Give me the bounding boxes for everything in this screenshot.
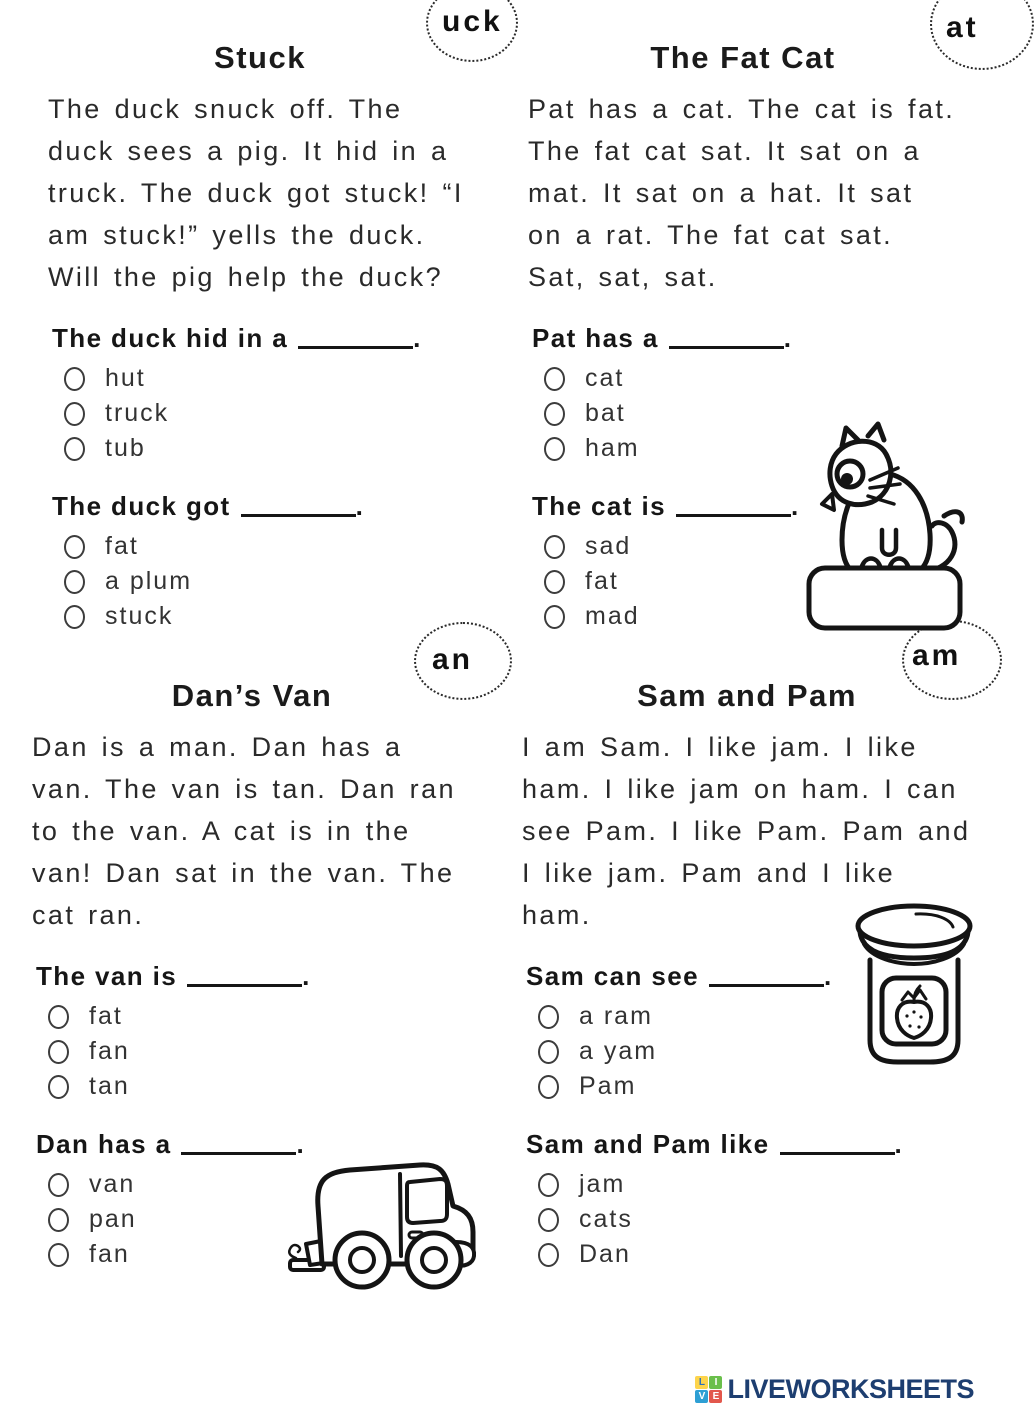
question-block xyxy=(32,961,472,1104)
blank-period: . xyxy=(355,491,365,521)
answer-option[interactable] xyxy=(52,396,472,431)
passage-title: The Fat Cat xyxy=(650,40,836,75)
answer-option[interactable] xyxy=(52,564,472,599)
radio-circle-icon[interactable] xyxy=(48,1075,69,1099)
question-stem xyxy=(52,323,472,354)
passage-text: Pat has a cat. The cat is fat. The fat cat sat. It sat on a mat. It sat on a hat. It sat on a rat. The fat cat sat. Sat, sat, sat. xyxy=(528,94,956,292)
option-label: fan xyxy=(89,1240,130,1268)
question-stem xyxy=(36,961,472,992)
radio-circle-icon[interactable] xyxy=(544,570,565,594)
blank-period: . xyxy=(302,961,311,991)
answer-blank xyxy=(676,514,791,517)
radio-circle-icon[interactable] xyxy=(538,1075,559,1099)
option-label: Pam xyxy=(579,1072,637,1100)
panel-stuck xyxy=(48,40,472,634)
answer-option[interactable] xyxy=(526,1167,972,1202)
radio-circle-icon[interactable] xyxy=(48,1243,69,1267)
stamp-text: am xyxy=(912,639,962,672)
passage-text: Dan is a man. Dan has a van. The van is tan. Dan ran to the van. A cat is in the van! Dan sat in the van. The cat ran. xyxy=(32,732,456,930)
radio-circle-icon[interactable] xyxy=(544,605,565,629)
answer-blank xyxy=(780,1152,895,1155)
option-label: sad xyxy=(585,532,632,560)
radio-circle-icon[interactable] xyxy=(544,437,565,461)
radio-circle-icon[interactable] xyxy=(64,570,85,594)
option-label: stuck xyxy=(105,602,174,630)
cat-illustration xyxy=(806,420,964,635)
option-label: a yam xyxy=(579,1037,658,1065)
answer-blank xyxy=(709,984,824,987)
option-label: pan xyxy=(89,1205,137,1233)
question-stem-text: Dan has a xyxy=(36,1129,172,1159)
radio-circle-icon[interactable] xyxy=(538,1005,559,1029)
passage-title: Stuck xyxy=(214,40,306,75)
answer-option[interactable] xyxy=(526,1237,972,1272)
option-label: a ram xyxy=(579,1002,653,1030)
logo-tile: I xyxy=(709,1376,722,1389)
passage-title: Sam and Pam xyxy=(637,678,857,713)
answer-option[interactable] xyxy=(52,599,472,634)
question-stem xyxy=(52,491,472,522)
answer-blank xyxy=(187,984,302,987)
logo-tile: L xyxy=(695,1376,708,1389)
option-label: jam xyxy=(579,1170,626,1198)
radio-circle-icon[interactable] xyxy=(64,367,85,391)
answer-option[interactable] xyxy=(526,1069,972,1104)
radio-circle-icon[interactable] xyxy=(64,535,85,559)
question-stem xyxy=(526,1129,972,1160)
answer-option[interactable] xyxy=(52,361,472,396)
radio-circle-icon[interactable] xyxy=(48,1173,69,1197)
blank-period: . xyxy=(823,961,833,991)
radio-circle-icon[interactable] xyxy=(48,1005,69,1029)
question-stem-text: Pat has a xyxy=(532,323,659,353)
stamp-text: uck xyxy=(442,5,503,38)
question-stem-text: The van is xyxy=(36,961,178,991)
question-stem xyxy=(532,323,958,354)
option-label: cats xyxy=(579,1205,633,1233)
answer-blank xyxy=(669,346,784,349)
radio-circle-icon[interactable] xyxy=(48,1040,69,1064)
answer-option[interactable] xyxy=(52,431,472,466)
blank-period: . xyxy=(783,323,793,353)
radio-circle-icon[interactable] xyxy=(538,1040,559,1064)
question-stem-text: Sam can see xyxy=(526,961,699,991)
radio-circle-icon[interactable] xyxy=(64,402,85,426)
option-label: mad xyxy=(585,602,640,630)
option-label: truck xyxy=(105,399,170,427)
brand-name: LIVEWORKSHEETS xyxy=(727,1374,974,1404)
option-label: tan xyxy=(89,1072,130,1100)
option-label: cat xyxy=(585,364,625,392)
answer-option[interactable] xyxy=(36,1069,472,1104)
question-stem-text: The duck got xyxy=(52,491,231,521)
option-label: fat xyxy=(585,567,619,595)
options-list xyxy=(52,361,472,466)
option-label: ham xyxy=(585,434,640,462)
answer-blank xyxy=(241,514,356,517)
radio-circle-icon[interactable] xyxy=(64,437,85,461)
radio-circle-icon[interactable] xyxy=(544,402,565,426)
radio-circle-icon[interactable] xyxy=(538,1173,559,1197)
option-label: hut xyxy=(105,364,146,392)
word-family-stamp xyxy=(906,11,1000,76)
passage-text: I am Sam. I like jam. I like ham. I like jam on ham. I can see Pam. I like Pam. Pam and I like jam. Pam and I like ham. xyxy=(522,732,971,930)
option-label: tub xyxy=(105,434,146,462)
radio-circle-icon[interactable] xyxy=(64,605,85,629)
van-illustration xyxy=(286,1140,486,1292)
options-list xyxy=(526,1167,972,1272)
passage-text: The duck snuck off. The duck sees a pig. It hid in a truck. The duck got stuck! “I am stuck!” yells the duck. Will the pig help the duck? xyxy=(48,94,464,292)
question-block xyxy=(48,491,472,634)
question-stem-text: The duck hid in a xyxy=(52,323,289,353)
question-stem-text: Sam and Pam like xyxy=(526,1129,770,1159)
stamp-text: an xyxy=(432,643,474,676)
question-block xyxy=(522,1129,972,1272)
option-label: fan xyxy=(89,1037,130,1065)
liveworksheets-logo-icon xyxy=(695,1376,722,1403)
liveworksheets-logo xyxy=(695,1374,974,1405)
jam-jar-illustration xyxy=(852,902,976,1072)
radio-circle-icon[interactable] xyxy=(544,535,565,559)
answer-option[interactable] xyxy=(36,1034,472,1069)
answer-blank xyxy=(298,346,413,349)
radio-circle-icon[interactable] xyxy=(544,367,565,391)
option-label: a plum xyxy=(105,567,193,595)
question-block xyxy=(48,323,472,466)
option-label: fat xyxy=(105,532,139,560)
option-label: fat xyxy=(89,1002,123,1030)
options-list xyxy=(52,529,472,634)
question-stem-text: The cat is xyxy=(532,491,666,521)
option-label: Dan xyxy=(579,1240,631,1268)
word-family-stamp xyxy=(416,643,508,698)
answer-option[interactable] xyxy=(532,361,958,396)
logo-tile: V xyxy=(695,1390,708,1403)
answer-option[interactable] xyxy=(36,999,472,1034)
blank-period: . xyxy=(413,323,422,353)
word-family-stamp xyxy=(430,5,518,58)
answer-option[interactable] xyxy=(526,1202,972,1237)
word-family-stamp xyxy=(902,639,992,698)
option-label: bat xyxy=(585,399,626,427)
passage-title: Dan’s Van xyxy=(171,678,333,713)
answer-blank xyxy=(181,1152,296,1155)
blank-period: . xyxy=(894,1129,904,1159)
radio-circle-icon[interactable] xyxy=(48,1208,69,1232)
stamp-text: at xyxy=(946,11,979,44)
blank-period: . xyxy=(790,491,800,521)
answer-option[interactable] xyxy=(52,529,472,564)
options-list xyxy=(36,999,472,1104)
logo-tile: E xyxy=(709,1390,722,1403)
option-label: van xyxy=(89,1170,136,1198)
radio-circle-icon[interactable] xyxy=(538,1208,559,1232)
radio-circle-icon[interactable] xyxy=(538,1243,559,1267)
blank-period: . xyxy=(296,1129,306,1159)
